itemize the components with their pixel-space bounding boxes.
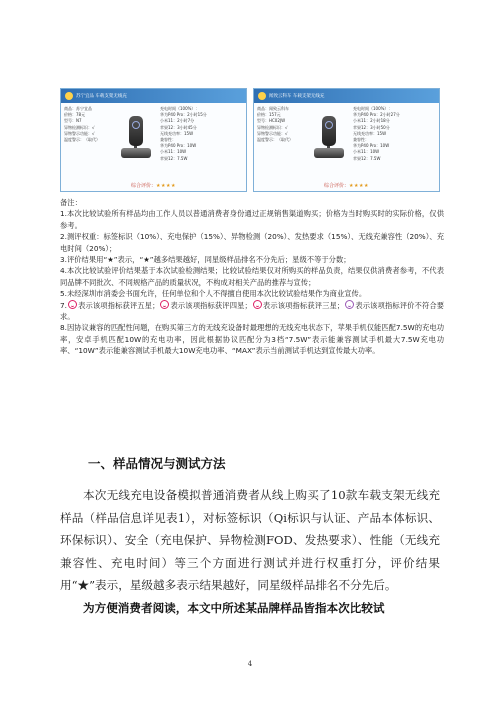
fail-face-icon: [345, 300, 354, 309]
card-info-left: [64, 106, 112, 180]
brand-logo-icon: [65, 92, 73, 100]
body-bold-line: 为方便消费者阅读，本文中所述某品牌样品皆指本次比较试: [83, 601, 385, 615]
info-row: 华为P40 Pro：10W: [160, 143, 197, 149]
info-row: 异物检测标识：√: [257, 124, 288, 130]
card-info-right: [351, 106, 436, 180]
note-8: 8.因协议兼容的匹配性问题，在购买第三方的无线充设备时最理想的无线充电状态下，苹果手机仅能匹配7.5W的充电功率，安卓手机匹配10W的充电功率，因此根据协议匹配分为3档“7.5W”表示能兼容测试手机最大7.5W充电功率、“10W”表示能兼容测试手机最大10W充电功率、“MAX”表示当前测试手机达到宣传最大功率。: [60, 323, 444, 356]
info-row: 充电时间（100%）：: [160, 106, 200, 111]
info-row: 小米11：10W: [353, 149, 380, 155]
info-row: 无线充功率：15W: [353, 130, 387, 136]
note-3: 3.评价结果用“★”表示，“★”越多结果越好，同星级样品排名不分先后；星级不等于分数；: [60, 255, 351, 265]
info-row: 苹果12：7.5W: [353, 155, 381, 161]
info-row: 苹果12：7.5W: [160, 155, 188, 161]
card-title: 闻致云科车 车载支架无线充: [269, 94, 325, 99]
notes-section: [60, 197, 444, 357]
page-number: 4: [247, 660, 253, 668]
info-row: 商品：闻致云科车: [257, 106, 289, 111]
info-row: 温度警示：（取代）: [257, 137, 293, 143]
product-image: [308, 112, 348, 170]
info-row: 价格：157元: [257, 112, 281, 118]
coil-icon: [132, 121, 140, 129]
note-5: 5.未经深圳市消委会书面允许，任何单位和个人不得擅自使用本次比较试验结果作为商业宣传。: [60, 289, 367, 299]
card-header: [254, 89, 439, 103]
three-star-face-icon: [253, 300, 262, 309]
card-info-left: [257, 106, 305, 180]
four-star-face-icon: [160, 300, 169, 309]
card-header: [61, 89, 246, 103]
product-card-1: [60, 88, 247, 192]
info-row: 华为P40 Pro：10W: [353, 143, 390, 149]
five-star-face-icon: [68, 300, 77, 309]
info-row: 华为P40 Pro：2小时27分: [353, 112, 400, 118]
body-paragraph: 本次无线充电设备模拟普通消费者从线上购买了10款车载支架无线充样品（样品信息详见表1），对标签标识（Qi标识与认证、产品本体标识、环保标识）、安全（充电保护、异物检测FOD、发热要求）、性能（无线充兼容性、充电时间）等三个方面进行测试并进行权重打分，评价结果用“★”表示，星级越多表示结果越好，同星级样品排名不分先后。: [60, 488, 440, 593]
rating-stars-icon: ★★★★: [349, 183, 369, 189]
overall-rating: [254, 182, 439, 189]
coil-icon: [325, 121, 333, 129]
note-2: 2.测评权重：标签标识（10%）、充电保护（15%）、异物检测（20%）、发热要求（15%）、无线充兼容性（20%）、充电时间（20%）；: [60, 232, 444, 253]
notes-heading: 备注：: [60, 198, 82, 207]
info-row: 异物警示功能：√: [64, 130, 95, 136]
note-1: 1.本次比较试验所有样品均由工作人员以普通消费者身份通过正规销售渠道购买；价格为当时购买时的实际价格，仅供参考。: [60, 209, 444, 230]
note-7: 7. 表示该项指标获评五星； 表示该项指标获评四星； 表示该项指标获评三星； 表示该项指标评价不符合要求。: [60, 300, 445, 322]
info-row: 异物检测标识：√: [64, 124, 95, 130]
info-row: 兼容性：: [160, 137, 176, 143]
info-row: 兼容性：: [353, 137, 369, 143]
card-info-right: [158, 106, 243, 180]
info-row: 价格：78元: [64, 112, 86, 118]
info-row: 苹果12：3小时45分: [160, 124, 197, 130]
overall-rating: [61, 182, 246, 189]
rating-label: 综合评价：: [131, 183, 157, 189]
rating-stars-icon: ★★★★: [156, 183, 176, 189]
info-row: 苹果12：3小时50分: [353, 124, 390, 130]
info-row: 温度警示：（取代）: [64, 137, 100, 143]
note-4: 4.本次比较试验评价结果基于本次试验检测结果；比较试验结果仅对所购买的样品负责，结果仅供消费者参考，不代表同品牌不同批次、不同规格产品的质量状况，不构成对相关产品的推荐与宣传；: [60, 266, 444, 287]
product-image: [115, 112, 155, 170]
info-row: 异物警示功能：√: [257, 130, 288, 136]
info-row: 商品：苏宁宜品: [64, 106, 92, 111]
brand-logo-icon: [258, 92, 266, 100]
info-row: 小米11：10W: [160, 149, 187, 155]
info-row: 华为P40 Pro：2小时15分: [160, 112, 207, 118]
product-cards: [60, 88, 440, 192]
info-row: 充电时间（100%）：: [353, 106, 393, 111]
info-row: 小米11：2小时18分: [353, 118, 390, 124]
section-title: 一、样品情况与测试方法: [88, 456, 226, 471]
product-card-2: [253, 88, 440, 192]
info-row: 型号：HC02JW: [257, 118, 286, 124]
rating-label: 综合评价：: [324, 183, 350, 189]
info-row: 无线充功率：15W: [160, 130, 194, 136]
card-title: 苏宁宜品 车载支架无线充: [76, 94, 127, 99]
info-row: 小米11：2小时7分: [160, 118, 195, 124]
info-row: 型号：N7: [64, 118, 82, 124]
